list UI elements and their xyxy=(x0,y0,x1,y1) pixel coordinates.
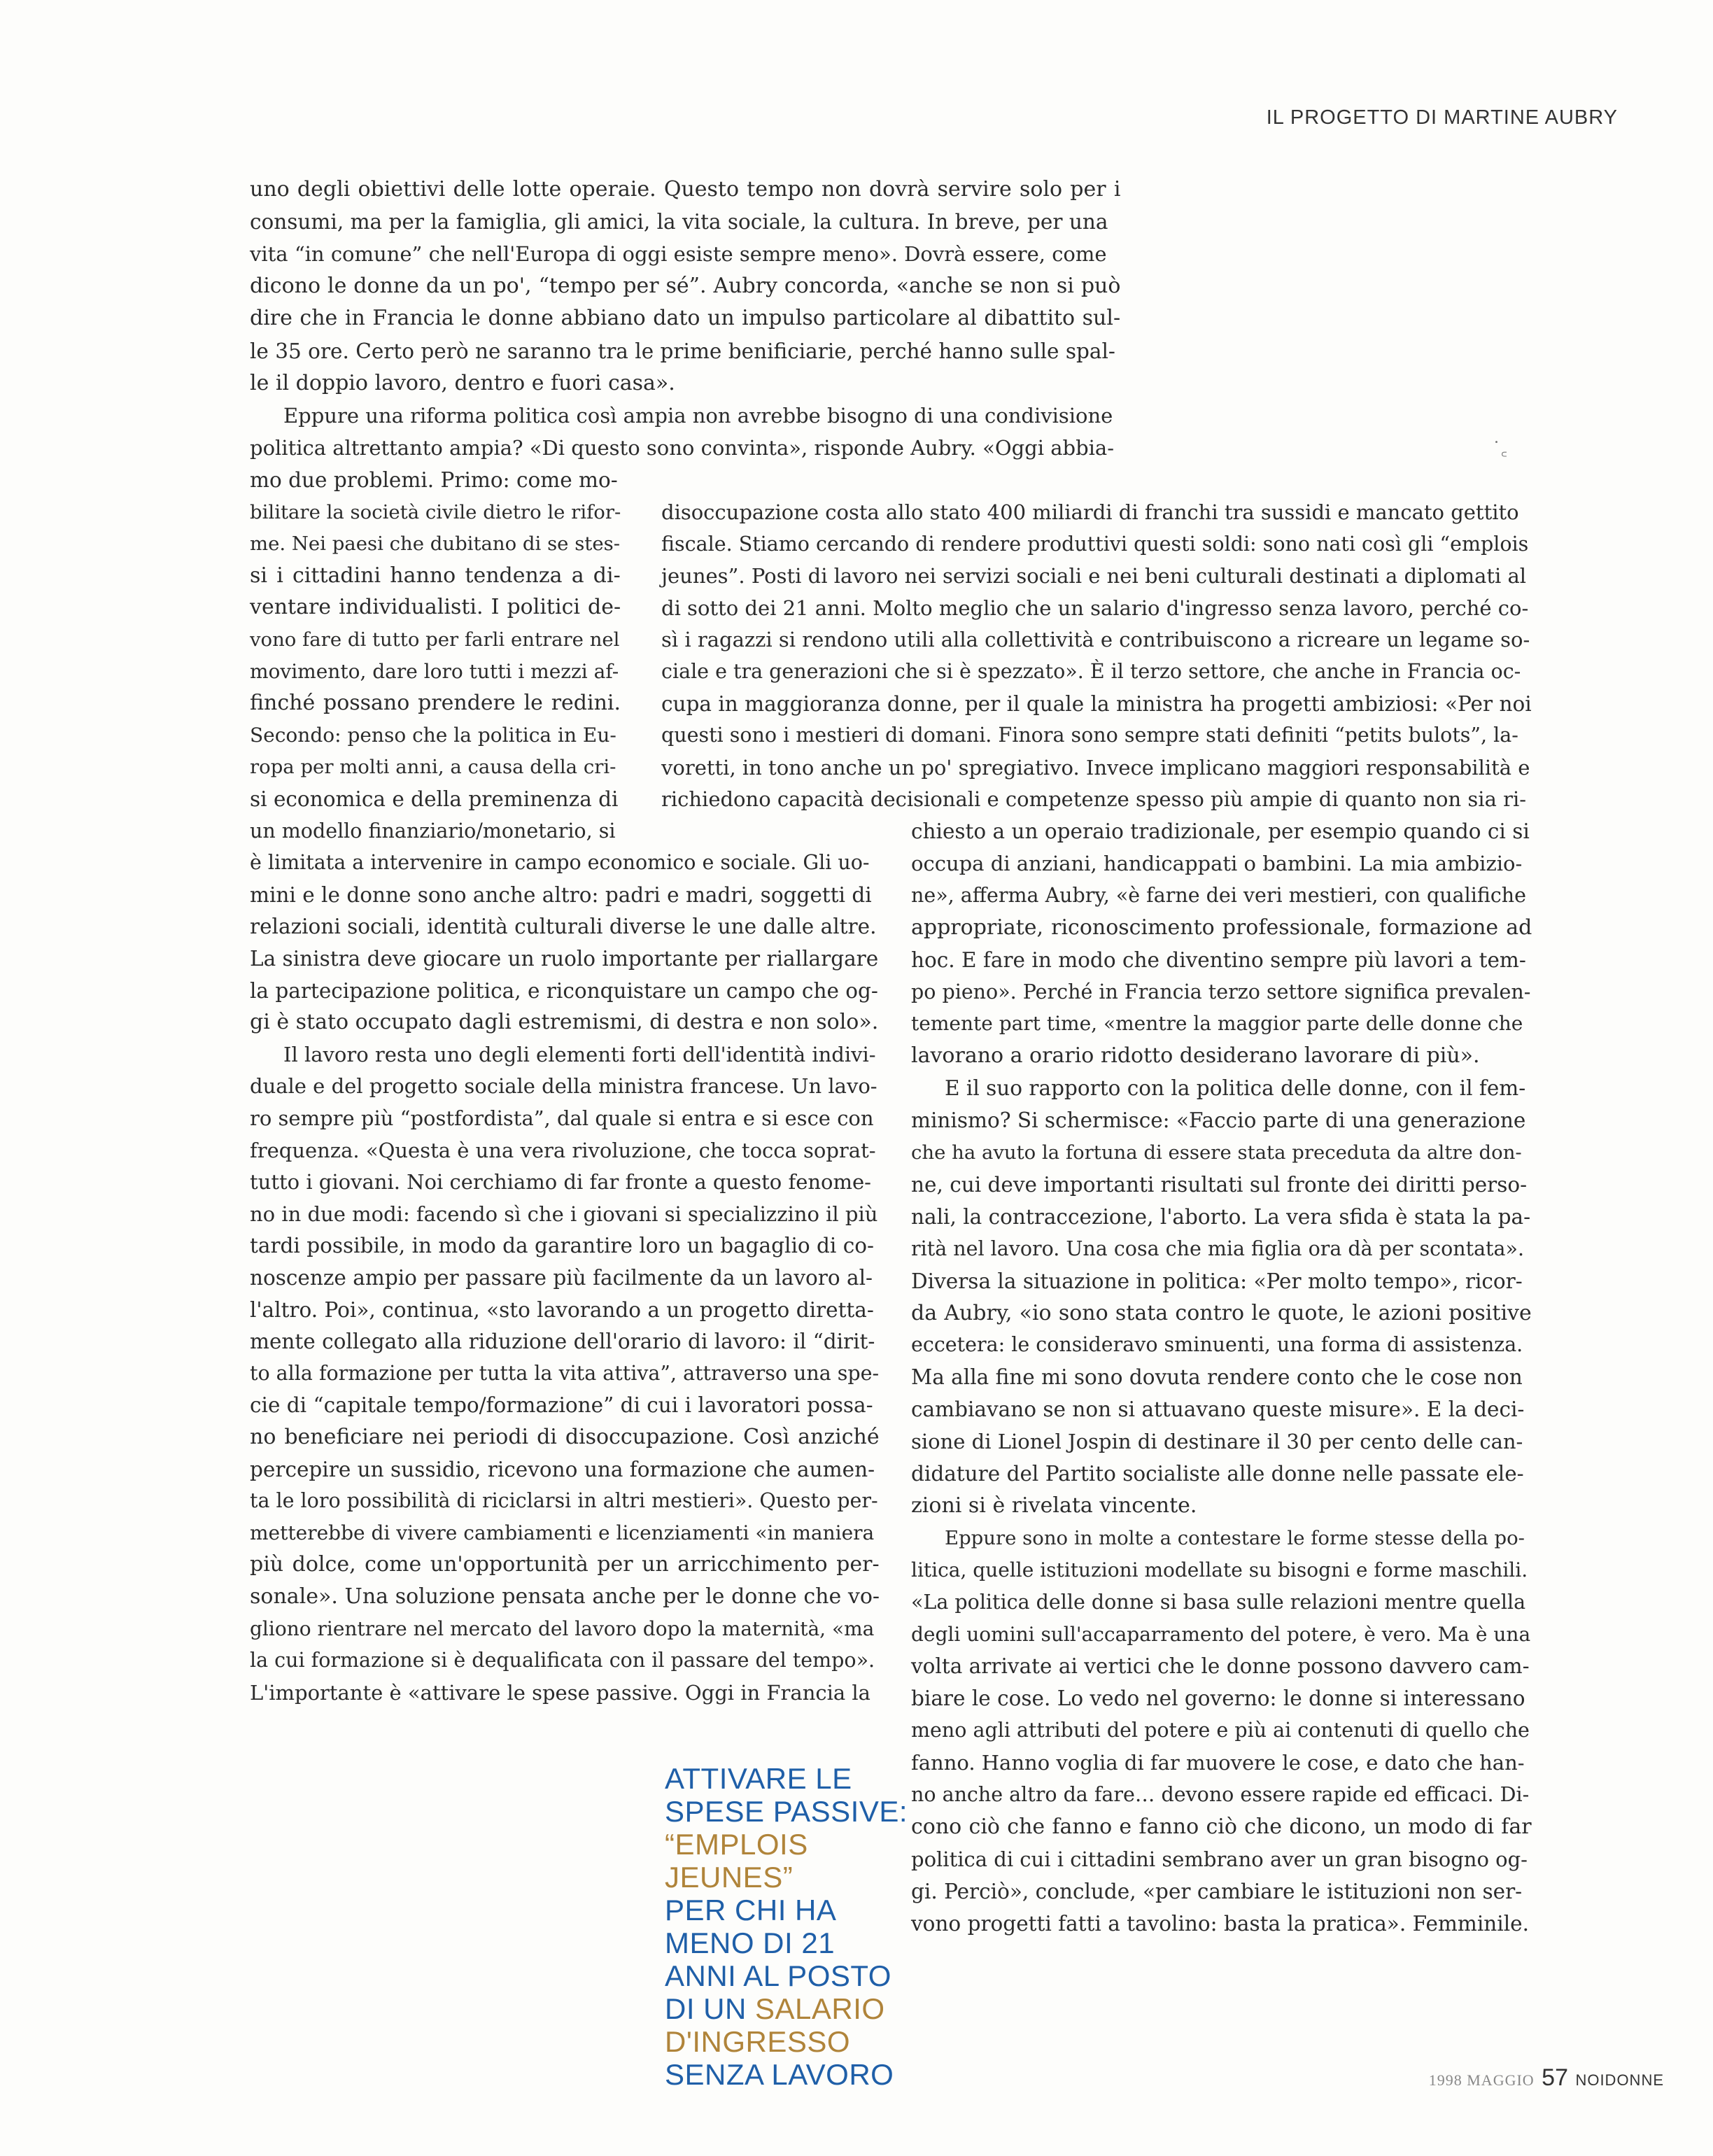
text-line: consumi, ma per la famiglia, gli amici, la vita sociale, la cultura. In breve, per una xyxy=(250,210,1108,234)
text-line: frequenza. «Questa è una vera rivoluzione, che tocca soprat- xyxy=(250,1138,876,1162)
text-line: ciale e tra generazioni che si è spezzato». È il terzo settore, che anche in Francia oc- xyxy=(661,660,1521,683)
text-line: minismo? Si schermisce: «Faccio parte di una generazione xyxy=(911,1108,1526,1133)
text-line: no beneficiare nei periodi di disoccupazione. Così anziché xyxy=(250,1425,880,1449)
text-line: L'importante è «attivare le spese passive. Oggi in Francia la xyxy=(250,1680,870,1705)
text-line: che ha avuto la fortuna di essere stata preceduta da altre don- xyxy=(911,1141,1522,1164)
text-line: «La politica delle donne si basa sulle relazioni mentre quella xyxy=(911,1590,1526,1614)
text-line: ropa per molti anni, a causa della cri- xyxy=(250,756,616,779)
text-line: percepire un sussidio, ricevono una formazione che aumen- xyxy=(250,1457,875,1481)
text-line: dire che in Francia le donne abbiano dato un impulso particolare al dibattito sul- xyxy=(250,306,1121,331)
text-line: litica, quelle istituzioni modellate su bisogni e forme maschili. xyxy=(911,1558,1528,1581)
text-line: l'altro. Poi», continua, «sto lavorando a un progetto diretta- xyxy=(250,1297,874,1322)
text-line: sì i ragazzi si rendono utili alla collettività e contribuiscono a ricreare un legame so- xyxy=(661,628,1530,652)
text-line: duale e del progetto sociale della ministra francese. Un lavo- xyxy=(250,1074,877,1099)
text-line: bilitare la società civile dietro le rifor- xyxy=(250,500,621,523)
text-line: fiscale. Stiamo cercando di rendere produttivi questi soldi: sono nati così gli “emplois xyxy=(661,532,1529,556)
text-line: eccetera: le consideravo sminuenti, una forma di assistenza. xyxy=(911,1333,1523,1357)
text-line: la partecipazione politica, e riconquistare un campo che og- xyxy=(250,978,878,1003)
text-line: gliono rientrare nel mercato del lavoro dopo la maternità, «ma xyxy=(250,1616,875,1640)
text-line: no anche altro da fare… devono essere rapide ed efficaci. Di- xyxy=(911,1783,1530,1806)
text-line: si i cittadini hanno tendenza a di- xyxy=(250,563,621,588)
text-line: rità nel lavoro. Una cosa che mia figlia ora dà per scontata». xyxy=(911,1236,1524,1260)
text-line: zioni si è rivelata vincente. xyxy=(911,1493,1197,1518)
magazine-name: NOIDONNE xyxy=(1575,2071,1664,2089)
text-line: degli uomini sull'accaparramento del potere, è vero. Ma è una xyxy=(911,1622,1531,1646)
text-line: si economica e della preminenza di xyxy=(250,787,619,811)
text-line: le 35 ore. Certo però ne saranno tra le prime benificiarie, perché hanno sulle spal- xyxy=(250,339,1115,363)
text-line: tardi possibile, in modo da garantire loro un bagaglio di co- xyxy=(250,1234,874,1258)
text-line: didature del Partito socialiste alle donne nelle passate ele- xyxy=(911,1462,1524,1486)
text-line: metterebbe di vivere cambiamenti e licenziamenti «in maniera xyxy=(250,1521,875,1544)
text-line: Eppure sono in molte a contestare le forme stesse della po- xyxy=(945,1526,1525,1549)
text-line: occupa di anziani, handicappati o bambini. La mia ambizio- xyxy=(911,851,1523,875)
pull-quote-line: ATTIVARE LE xyxy=(665,1762,852,1795)
text-line: po pieno». Perché in Francia terzo settore significa prevalen- xyxy=(911,980,1531,1003)
pull-quote-line: JEUNES” xyxy=(665,1861,794,1894)
pull-quote-line: MENO DI 21 xyxy=(665,1926,836,1959)
page-number: 57 xyxy=(1542,2064,1568,2091)
text-line: vono progetti fatti a tavolino: basta la pratica». Femminile. xyxy=(911,1911,1529,1936)
text-line: è limitata a intervenire in campo economico e sociale. Gli uo- xyxy=(250,851,870,875)
text-line: di sotto dei 21 anni. Molto meglio che un salario d'ingresso senza lavoro, perché co- xyxy=(661,596,1529,620)
text-line: hoc. E fare in modo che diventino sempre più lavori a tem- xyxy=(911,947,1526,972)
text-line: Diversa la situazione in politica: «Per molto tempo», ricor- xyxy=(911,1269,1523,1293)
text-line: ne», afferma Aubry, «è farne dei veri mestieri, con qualifiche xyxy=(911,883,1527,907)
pull-quote-line: SENZA LAVORO xyxy=(665,2058,894,2091)
text-line: jeunes”. Posti di lavoro nei servizi sociali e nei beni culturali destinati a diplomati al xyxy=(661,564,1527,589)
text-line: politica altrettanto ampia? «Di questo sono convinta», risponde Aubry. «Oggi abbia- xyxy=(250,435,1115,460)
text-line: ne, cui deve importanti risultati sul fronte dei diritti perso- xyxy=(911,1172,1528,1197)
text-line: uno degli obiettivi delle lotte operaie. Questo tempo non dovrà servire solo per i xyxy=(250,177,1121,202)
text-line: richiedono capacità decisionali e competenze spesso più ampie di quanto non sia ri- xyxy=(661,787,1527,812)
text-line: gi. Perciò», conclude, «per cambiare le istituzioni non ser- xyxy=(911,1879,1523,1903)
text-line: to alla formazione per tutta la vita attiva”, attraverso una spe- xyxy=(250,1361,880,1385)
text-line: un modello finanziario/monetario, si xyxy=(250,819,616,843)
pull-quote-fragment: SALARIO xyxy=(755,1992,885,2025)
text-line: mini e le donne sono anche altro: padri e madri, soggetti di xyxy=(250,882,872,907)
text-line: sonale». Una soluzione pensata anche per le donne che vo- xyxy=(250,1584,880,1609)
pull-quote-line: SPESE PASSIVE: xyxy=(665,1795,908,1828)
text-line: nali, la contraccezione, l'aborto. La vera sfida è stata la pa- xyxy=(911,1204,1531,1229)
text-line: vono fare di tutto per farli entrare nel xyxy=(250,628,620,651)
text-line: Eppure una riforma politica così ampia non avrebbe bisogno di una condivisione xyxy=(283,403,1113,428)
text-line: volta arrivate ai vertici che le donne possono davvero cam- xyxy=(911,1654,1530,1679)
text-line: politica di cui i cittadini sembrano aver un gran bisogno og- xyxy=(911,1847,1528,1871)
pull-quote-fragment: DI UN xyxy=(665,1992,755,2025)
text-line: La sinistra deve giocare un ruolo importante per riallargare xyxy=(250,947,879,971)
text-line: Ma alla fine mi sono dovuta rendere conto che le cose non xyxy=(911,1365,1523,1390)
text-line: me. Nei paesi che dubitano di se stes- xyxy=(250,533,621,556)
text-line: cono ciò che fanno e fanno ciò che dicono, un modo di far xyxy=(911,1814,1532,1839)
scan-mark-icon: ˙꜀ xyxy=(1492,439,1507,460)
text-line: la cui formazione si è dequalificata con il passare del tempo». xyxy=(250,1649,875,1672)
text-line: dicono le donne da un po', “tempo per sé”. Aubry concorda, «anche se non si può xyxy=(250,274,1121,299)
text-line: disoccupazione costa allo stato 400 miliardi di franchi tra sussidi e mancato gettito xyxy=(661,500,1519,524)
text-line: cambiavano se non si attuavano queste misure». E la deci- xyxy=(911,1397,1525,1422)
pull-quote xyxy=(665,1762,908,2091)
pull-quote-line: PER CHI HA xyxy=(665,1894,837,1926)
text-line: fanno. Hanno voglia di far muovere le cose, e dato che han- xyxy=(911,1751,1525,1775)
text-line: temente part time, «mentre la maggior parte delle donne che xyxy=(911,1012,1523,1036)
text-line: ventare individualisti. I politici de- xyxy=(250,595,621,620)
text-line: movimento, dare loro tutti i mezzi af- xyxy=(250,659,619,683)
text-line: più dolce, come un'opportunità per un arricchimento per- xyxy=(250,1552,880,1577)
text-line: mente collegato alla riduzione dell'orario di lavoro: il “dirit- xyxy=(250,1330,875,1354)
pull-quote-line: ANNI AL POSTO xyxy=(665,1959,891,1992)
text-line: ta le loro possibilità di riciclarsi in altri mestieri». Questo per- xyxy=(250,1489,878,1513)
text-line: da Aubry, «io sono stata contro le quote, le azioni positive xyxy=(911,1300,1532,1325)
text-line: relazioni sociali, identità culturali diverse le une dalle altre. xyxy=(250,915,877,939)
text-line: ro sempre più “postfordista”, dal quale si entra e si esce con xyxy=(250,1106,874,1130)
footer xyxy=(1429,2064,1664,2092)
text-line: voretti, in tono anche un po' spregiativo. Invece implicano maggiori responsabilità e xyxy=(661,755,1530,780)
pull-quote-line: D'INGRESSO xyxy=(665,2025,851,2058)
running-header: IL PROGETTO DI MARTINE AUBRY xyxy=(1266,106,1618,129)
text-line: no in due modi: facendo sì che i giovani si specializzino il più xyxy=(250,1202,878,1226)
text-line: lavorano a orario ridotto desiderano lavorare di più». xyxy=(911,1043,1480,1069)
text-line: meno agli attributi del potere e più ai contenuti di quello che xyxy=(911,1719,1530,1742)
text-line: cie di “capitale tempo/formazione” di cui i lavoratori possa- xyxy=(250,1393,873,1418)
text-line: tutto i giovani. Noi cerchiamo di far fronte a questo fenome- xyxy=(250,1170,871,1195)
text-line: le il doppio lavoro, dentro e fuori casa». xyxy=(250,370,675,395)
text-line: Il lavoro resta uno degli elementi forti dell'identità indivi- xyxy=(283,1042,876,1066)
text-line: E il suo rapporto con la politica delle donne, con il fem- xyxy=(945,1076,1526,1101)
text-line: noscenze ampio per passare più facilmente da un lavoro al- xyxy=(250,1266,873,1290)
issue-date: 1998 MAGGIO xyxy=(1428,2071,1535,2089)
pull-quote-line: “EMPLOIS xyxy=(665,1828,808,1861)
text-line: sione di Lionel Jospin di destinare il 30 per cento delle can- xyxy=(911,1430,1523,1454)
text-line: biare le cose. Lo vedo nel governo: le donne si interessano xyxy=(911,1686,1525,1711)
text-line: questi sono i mestieri di domani. Finora sono sempre stati definiti “petits bulots”, la- xyxy=(661,724,1518,747)
text-line: Secondo: penso che la politica in Eu- xyxy=(250,723,616,747)
text-line: vita “in comune” che nell'Europa di oggi esiste sempre meno». Dovrà essere, come xyxy=(250,242,1107,267)
text-line: cupa in maggioranza donne, per il quale la ministra ha progetti ambiziosi: «Per noi xyxy=(661,691,1532,716)
text-line: gi è stato occupato dagli estremismi, di destra e non solo». xyxy=(250,1010,879,1035)
text-line: finché possano prendere le redini. xyxy=(250,691,621,716)
text-line: appropriate, riconoscimento professionale, formazione ad xyxy=(911,915,1532,940)
text-line: mo due problemi. Primo: come mo- xyxy=(250,468,618,492)
pull-quote-line xyxy=(665,1992,908,2025)
text-line: chiesto a un operaio tradizionale, per esempio quando ci si xyxy=(911,819,1530,843)
